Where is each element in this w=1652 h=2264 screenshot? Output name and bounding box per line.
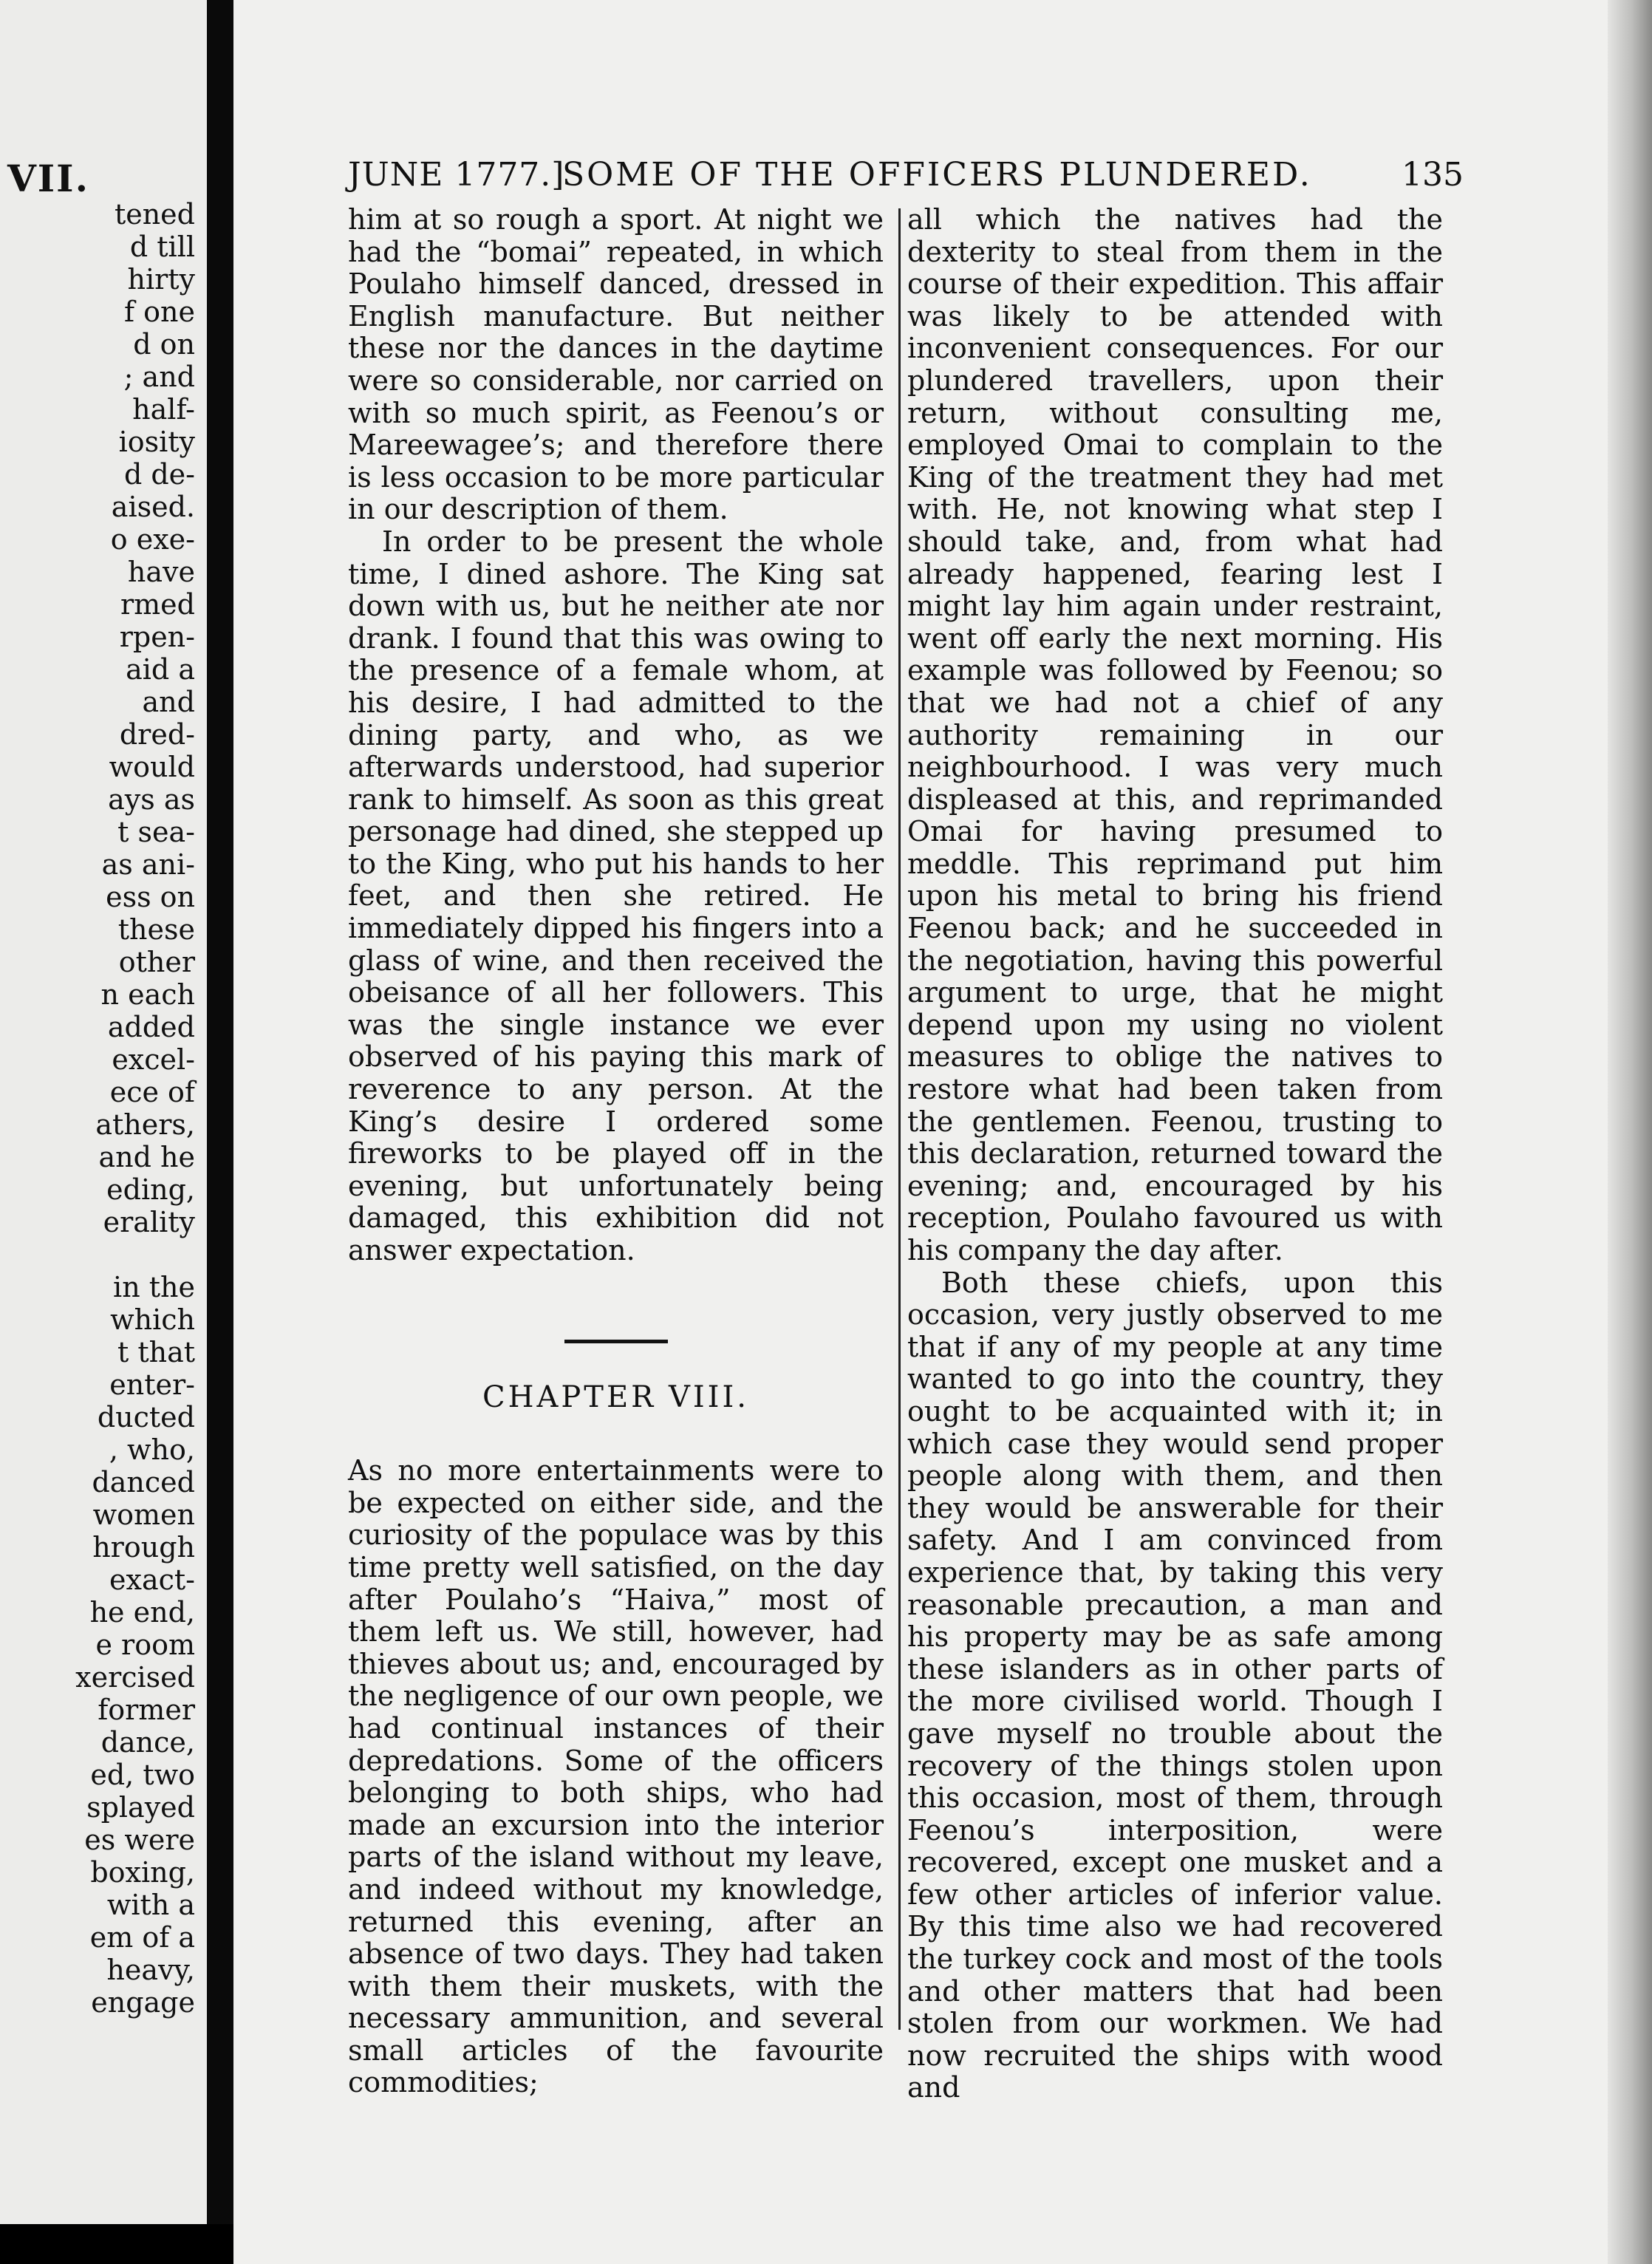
facing-page-line: ed, two: [90, 1759, 195, 1791]
facing-page-line: former: [98, 1694, 195, 1726]
header-title: SOME OF THE OFFICERS PLUNDERED.: [562, 156, 1312, 194]
header-date: JUNE 1777.]: [348, 156, 565, 194]
facing-page-line: splayed: [86, 1791, 195, 1824]
facing-page-line: ducted: [97, 1401, 195, 1433]
facing-page-line: t that: [117, 1336, 195, 1368]
facing-page-line: e room: [95, 1629, 195, 1661]
section-rule: [564, 1340, 668, 1343]
paragraph: all which the natives had the dexterity to steal from them in the course of their expedition. This affair was likely to be attended with inconvenient consequences. For our plundered travellers, upon their return, without consulting me, employed Omai to complain to the King of the treatment they had met with. He, not knowing what step I should take, and, from what had already happened, fearing lest I might lay him again under restraint, went off early the next morning. His example was followed by Feenou; so that we had not a chief of any authority remaining in our neighbourhood. I was very much displeased at this, and reprimanded Omai for having presumed to meddle. This reprimand put him upon his metal to bring his friend Feenou back; and he succeeded in the negotiation, having this powerful argument to urge, that he might depend upon my using no violent measures to oblige the natives to restore what had been taken from the gentlemen. Feenou, trusting to this declaration, returned toward the evening; and, encouraged by his reception, Poulaho favoured us with his company the day after.: [907, 203, 1443, 1266]
paragraph: Both these chiefs, upon this occasion, very justly observed to me that if any of my people at any time wanted to go into the country, they ought to be acquainted with it; in which case they would send proper people along with them, and then they would be answerable for their safety. And I am convinced from experience that, by taking this very reasonable precaution, a man and his property may be as safe among these islanders as in other parts of the more civilised world. Though I gave myself no trouble about the recovery of the things stolen upon this occasion, most of them, through Feenou’s interposition, were recovered, except one musket and a few other articles of inferior value. By this time also we had recovered the turkey cock and most of the tools and other matters that had been stolen from our workmen. We had now recruited the ships with wood and: [907, 1266, 1443, 2104]
facing-page-line: d on: [133, 328, 195, 361]
facing-page-line: athers,: [95, 1108, 195, 1141]
running-header: [348, 155, 1464, 195]
facing-page-line: exact-: [109, 1564, 195, 1596]
facing-page-line: with a: [106, 1889, 195, 1921]
facing-page-line: rmed: [120, 588, 195, 621]
facing-page-line: d de-: [123, 458, 195, 491]
facing-page-fragment: [0, 0, 207, 2224]
facing-page-line: d till: [129, 231, 195, 263]
facing-page-line: and: [142, 686, 195, 718]
book-page: [233, 0, 1652, 2264]
right-column: [907, 204, 1443, 2104]
facing-page-line: danced: [92, 1466, 195, 1498]
facing-page-line: added: [107, 1011, 195, 1043]
page-number: 135: [1402, 156, 1464, 194]
facing-page-line: have: [127, 556, 195, 588]
facing-page-line: eding,: [106, 1173, 195, 1206]
facing-page-line: t sea-: [117, 816, 195, 848]
facing-page-header: VII.: [7, 157, 89, 200]
facing-page-line: ece of: [109, 1076, 195, 1108]
facing-page-line: ays as: [108, 783, 195, 816]
facing-page-line: xercised: [75, 1661, 195, 1694]
facing-page-line: in the: [113, 1271, 195, 1303]
page-edge-shadow: [1608, 0, 1652, 2264]
facing-page-line: these: [117, 913, 195, 946]
facing-page-line: em of a: [89, 1921, 195, 1954]
facing-page-line: boxing,: [90, 1856, 195, 1889]
facing-page-line: as ani-: [101, 848, 195, 881]
facing-page-line: excel-: [112, 1043, 195, 1076]
facing-page-line: ess on: [106, 881, 195, 913]
facing-page-line-fragments: [75, 198, 195, 2019]
facing-page-line: other: [118, 946, 195, 978]
chapter-heading: CHAPTER VIII.: [482, 1380, 749, 1414]
facing-page-line: enter-: [109, 1368, 195, 1401]
facing-page-line: half-: [132, 393, 195, 426]
column-divider: [898, 208, 901, 2030]
facing-page-line: dred-: [119, 718, 195, 751]
facing-page-line: hirty: [127, 263, 195, 296]
facing-page-line: es were: [84, 1824, 195, 1856]
facing-page-line: aised.: [111, 491, 195, 523]
facing-page-line: would: [109, 751, 195, 783]
paragraph: In order to be present the whole time, I dined ashore. The King sat down with us, but he neither ate nor drank. I found that this was owing to the presence of a female whom, at his desire, I had admitted to the dining party, and who, as we afterwards understood, had superior rank to himself. As soon as this great personage had dined, she stepped up to the King, who put his hands to her feet, and then she retired. He immediately dipped his fingers into a glass of wine, and then received the obeisance of all her followers. This was the single instance we ever observed of his paying this mark of reverence to any person. At the King’s desire I ordered some fireworks to be played off in the evening, but unfortunately being damaged, this exhibition did not answer expectation.: [348, 525, 884, 1266]
left-column: [348, 204, 884, 2099]
book-gutter: [207, 0, 233, 2224]
facing-page-line: engage: [91, 1986, 195, 2019]
facing-page-line: n each: [100, 978, 195, 1011]
facing-page-line: , who,: [109, 1433, 195, 1466]
facing-page-line: f one: [124, 296, 195, 328]
facing-page-line: iosity: [118, 426, 195, 458]
facing-page-line: women: [92, 1498, 195, 1531]
facing-page-line: ; and: [123, 361, 195, 393]
paragraph: As no more entertainments were to be expected on either side, and the curiosity of the populace was by this time pretty well satisfied, on the day after Poulaho’s “Haiva,” most of them left us. We still, however, had thieves about us; and, encouraged by the negligence of our own people, we had continual instances of their depredations. Some of the officers belonging to both ships, who had made an excursion into the interior parts of the island without my leave, and indeed without my knowledge, returned this evening, after an absence of two days. They had taken with them their muskets, with the necessary ammunition, and several small articles of the favourite commodities;: [348, 1454, 884, 2099]
facing-page-line: heavy,: [106, 1954, 195, 1986]
facing-page-line: o exe-: [110, 523, 195, 556]
facing-page-line: aid a: [126, 653, 195, 686]
facing-page-line: he end,: [89, 1596, 195, 1629]
facing-page-line: rpen-: [119, 621, 195, 653]
facing-page-line: hrough: [92, 1531, 195, 1564]
facing-page-line: which: [110, 1303, 195, 1336]
paragraph: him at so rough a sport. At night we had the “bomai” repeated, in which Poulaho himself danced, dressed in English manufacture. But neither these nor the dances in the daytime were so considerable, nor carried on with so much spirit, as Feenou’s or Mareewagee’s; and therefore there is less occasion to be more particular in our description of them.: [348, 203, 884, 526]
facing-page-line: dance,: [100, 1726, 195, 1759]
facing-page-line: and he: [98, 1141, 195, 1173]
facing-page-line: tened: [114, 198, 195, 231]
facing-page-line: [75, 1238, 195, 1271]
facing-page-line: erality: [103, 1206, 195, 1238]
